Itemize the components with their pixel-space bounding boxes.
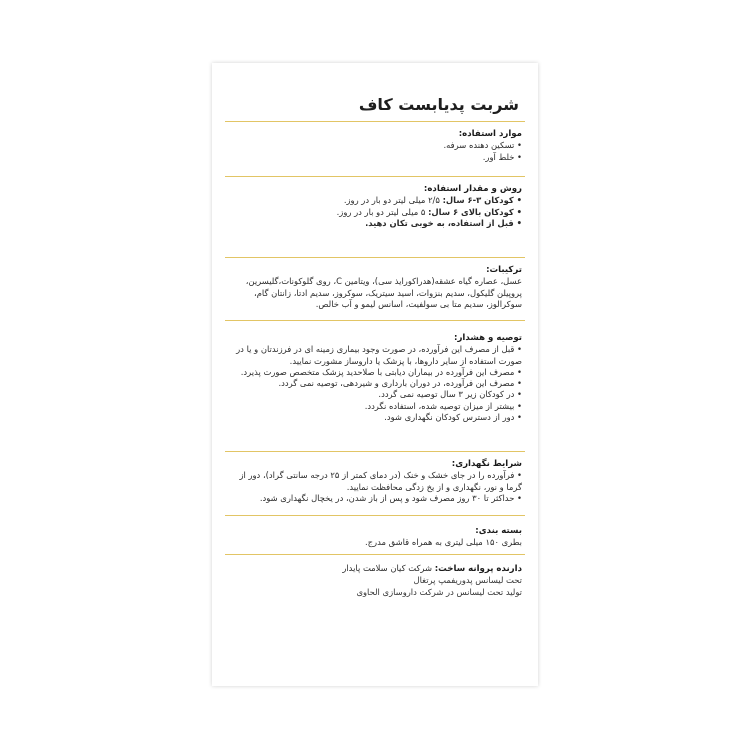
ingredients-line: سوکرالوز، سدیم متا بی سولفیت، اسانس لیمو و آب خالص. (315, 298, 522, 309)
packaging-text: بطری ۱۵۰ میلی لیتری به همراه قاشق مدرج. (364, 537, 522, 548)
divider (225, 176, 525, 177)
divider (225, 515, 525, 516)
ingredients-line: عسل، عصاره گیاه عشقه(هدراکورایذ سی)، ویتامین C، روی گلوکونات،گلیسرین، (245, 276, 522, 287)
leaflet-sheet (212, 63, 538, 686)
storage-section (225, 459, 522, 504)
storage-line: • حداکثر تا ۳۰ روز مصرف شود و پس از باز شدن، در یخچال نگهداری شود. (259, 492, 522, 503)
ingredients-section (225, 265, 522, 310)
dosage-line (225, 195, 522, 206)
storage-line: • فرآورده را در جای خشک و خنک (در دمای کمتر از ۲۵ درجه سانتی گراد)، دور از (239, 470, 522, 481)
dosage-amount: ۵ میلی لیتر دو بار در روز. (336, 206, 429, 217)
warnings-section (225, 333, 522, 423)
warning-line: صورت استفاده از سایر داروها، با پزشک یا داروساز مشورت نمایید. (289, 355, 522, 366)
warning-line: • در کودکان زیر ۳ سال توصیه نمی گردد. (378, 389, 522, 400)
warning-line: • قبل از مصرف این فرآورده، در صورت وجود بیماری زمینه ای در فرزندتان و یا در (236, 344, 522, 355)
indication-item: • خلط آور. (482, 151, 522, 162)
warning-line: • بیشتر از میزان توصیه شده، استفاده نگردد. (364, 400, 522, 411)
indications-section (225, 129, 522, 163)
divider (225, 451, 525, 452)
divider (225, 320, 525, 321)
dosage-note: • قبل از استفاده، به خوبی تکان دهید. (365, 217, 522, 228)
warning-line: • دور از دسترس کودکان نگهداری شود. (384, 412, 522, 423)
ingredients-line: پروپیلن گلیکول، سدیم بنزوات، اسید سیتریک، سوکروز، سدیم ادتا، زانتان گام، (254, 287, 522, 298)
ingredients-heading: ترکیبات: (486, 265, 522, 275)
license-holder: شرکت کیان سلامت پایدار (342, 563, 435, 573)
product-title: شربت پدیابست کاف (358, 95, 519, 114)
packaging-section (225, 526, 522, 549)
license-line: تحت لیسانس پدوریفمپ پرتغال (413, 575, 522, 586)
indications-heading: موارد استفاده: (458, 129, 522, 139)
divider (225, 554, 525, 555)
license-heading: دارنده پروانه ساخت: (434, 564, 522, 574)
warnings-heading: توصیه و هشدار: (454, 333, 522, 343)
storage-line: گرما و نور، نگهداری و از یخ زدگی محافظت نمایید. (346, 481, 522, 492)
warning-line: • مصرف این فرآورده در بیماران دیابتی با صلاحدید پزشک متخصص صورت پذیرد. (240, 366, 522, 377)
dosage-line (225, 207, 522, 218)
storage-heading: شرایط نگهداری: (451, 459, 522, 469)
packaging-heading: بسته بندی: (475, 526, 522, 536)
license-line: تولید تحت لیسانس در شرکت داروسازی الحاوی (356, 586, 522, 597)
dosage-age-label: • کودکان بالای ۶ سال: (428, 206, 522, 217)
divider (225, 121, 525, 122)
dosage-heading: روش و مقدار استفاده: (423, 184, 522, 194)
license-holder-line (225, 563, 522, 575)
dosage-amount: ۲/۵ میلی لیتر دو بار در روز. (343, 195, 443, 206)
indication-item: • تسکین دهنده سرفه. (443, 140, 522, 151)
dosage-age-label: • کودکان ۳-۶ سال: (442, 195, 522, 206)
warning-line: • مصرف این فرآورده، در دوران بارداری و شیردهی، توصیه نمی گردد. (278, 378, 522, 389)
dosage-section (225, 184, 522, 229)
license-section (225, 563, 522, 598)
divider (225, 257, 525, 258)
